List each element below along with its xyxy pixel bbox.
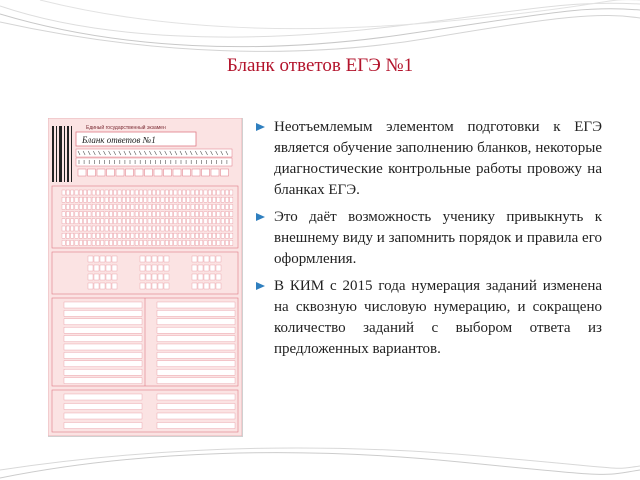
- bullet-text: Неотъемлемым элементом подготовки к ЕГЭ является обучение заполнению бланков, некоторые диагностические контрольные работы провожу на бланках ЕГЭ.: [274, 119, 602, 198]
- bullet-item: [256, 276, 602, 360]
- bullet-text: Это даёт возможность ученику привыкнуть к внешнему виду и запомнить порядок и правила его оформления.: [274, 209, 602, 267]
- svg-text:Единый государственный экзамен: Единый государственный экзамен: [86, 125, 166, 131]
- bullet-arrow-icon: [256, 282, 265, 290]
- bullet-arrow-icon: [256, 123, 265, 131]
- bullet-item: [256, 207, 602, 270]
- bullet-item: [256, 117, 602, 201]
- bullet-text: В КИМ с 2015 года нумерация заданий изменена на сквозную числовую нумерацию, и сокращено количество заданий с выбором ответа из предложенных вариантов.: [274, 278, 602, 357]
- bullet-list: [256, 117, 602, 366]
- answer-form-image: [48, 118, 243, 437]
- slide-title: Бланк ответов ЕГЭ №1: [226, 55, 414, 76]
- bullet-arrow-icon: [256, 213, 265, 221]
- svg-text:Бланк ответов №1: Бланк ответов №1: [82, 135, 156, 145]
- decorative-bottom-waves: [0, 440, 640, 480]
